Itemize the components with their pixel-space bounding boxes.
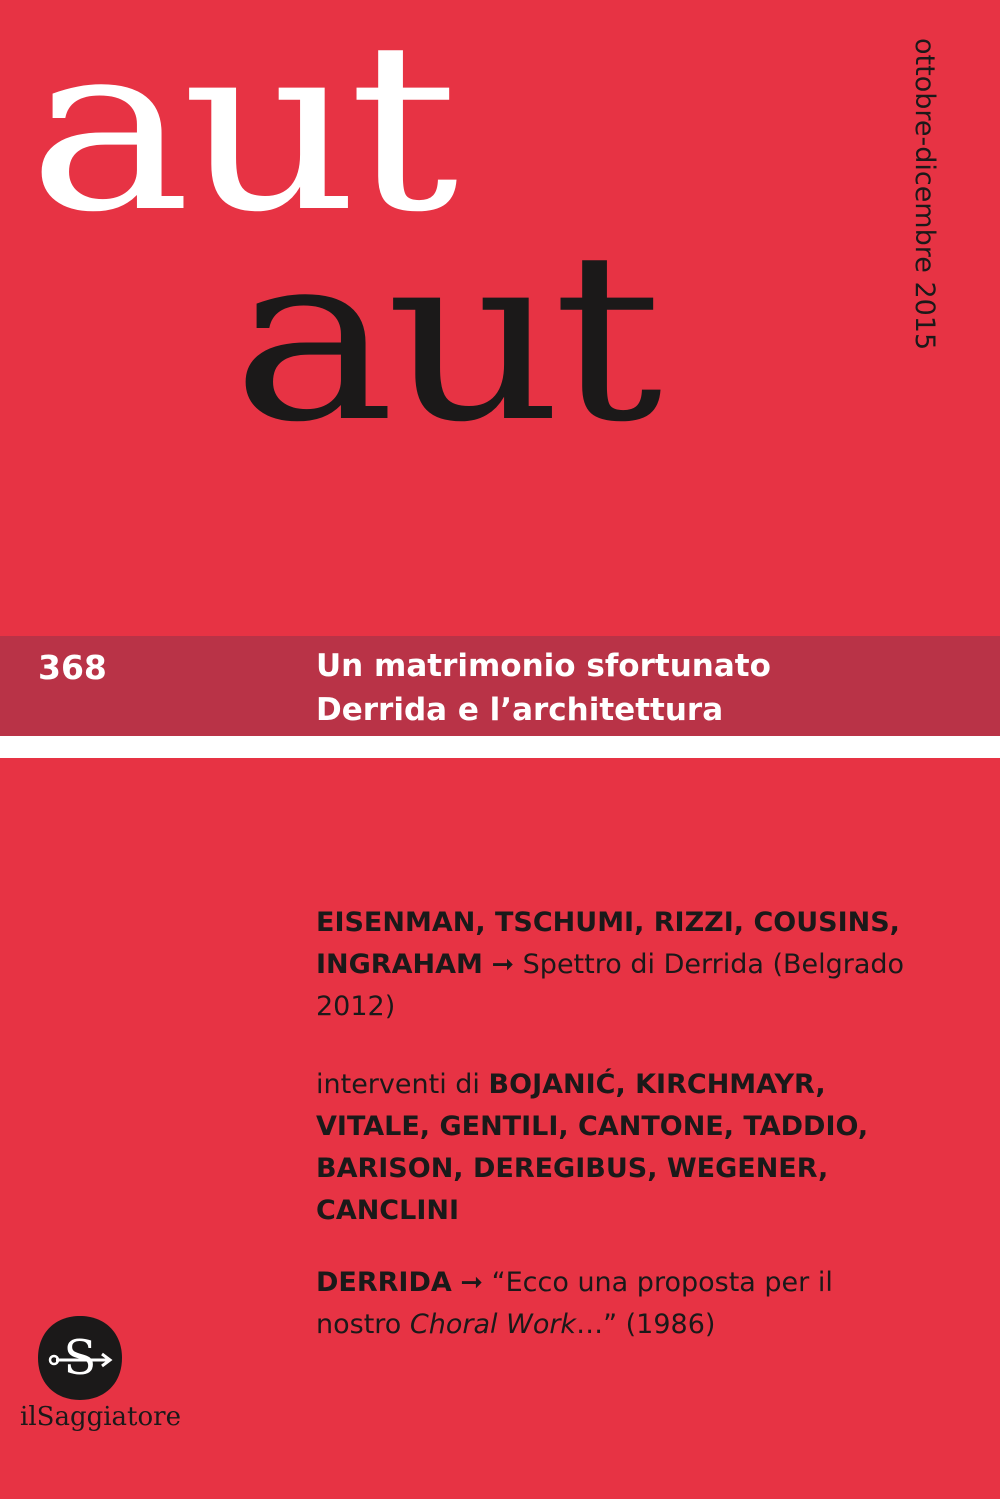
publisher-logo-icon xyxy=(34,1312,126,1404)
issue-title-line2: Derrida e l’architettura xyxy=(316,692,724,728)
block3-quote-italic: Choral Work xyxy=(409,1309,577,1340)
arrow-icon: ➞ xyxy=(491,949,515,980)
issue-title xyxy=(316,644,771,732)
publisher-mark-letter: S xyxy=(63,1330,97,1386)
publisher-name: ilSaggiatore xyxy=(20,1402,181,1432)
issue-number: 368 xyxy=(38,648,107,687)
issue-date: ottobre-dicembre 2015 xyxy=(909,38,940,351)
contents-block-2 xyxy=(316,1064,916,1232)
arrow-icon: ➞ xyxy=(460,1267,484,1298)
block3-author: DERRIDA xyxy=(316,1267,452,1298)
logo-top-aut: aut xyxy=(28,0,450,263)
block2-intro: interventi di xyxy=(316,1069,480,1100)
block1-authors: EISENMAN, TSCHUMI, RIZZI, COUSINS, INGRAHAM xyxy=(316,907,900,980)
block1-text: Spettro di Derrida (Belgrado 2012) xyxy=(316,949,905,1022)
block3-quote-end: …” (1986) xyxy=(576,1309,716,1340)
issue-title-line1: Un matrimonio sfortunato xyxy=(316,648,771,684)
contents-block-1 xyxy=(316,902,916,1028)
contents-block-3 xyxy=(316,1262,916,1346)
block2-authors: BOJANIĆ, KIRCHMAYR, VITALE, GENTILI, CANTONE, TADDIO, BARISON, DEREGIBUS, WEGENER, CANCLINI xyxy=(316,1069,869,1226)
block3-quote-start: “Ecco una proposta per il nostro xyxy=(316,1267,833,1340)
divider-rule xyxy=(0,736,1000,758)
logo-bottom-aut: aut xyxy=(232,203,654,473)
